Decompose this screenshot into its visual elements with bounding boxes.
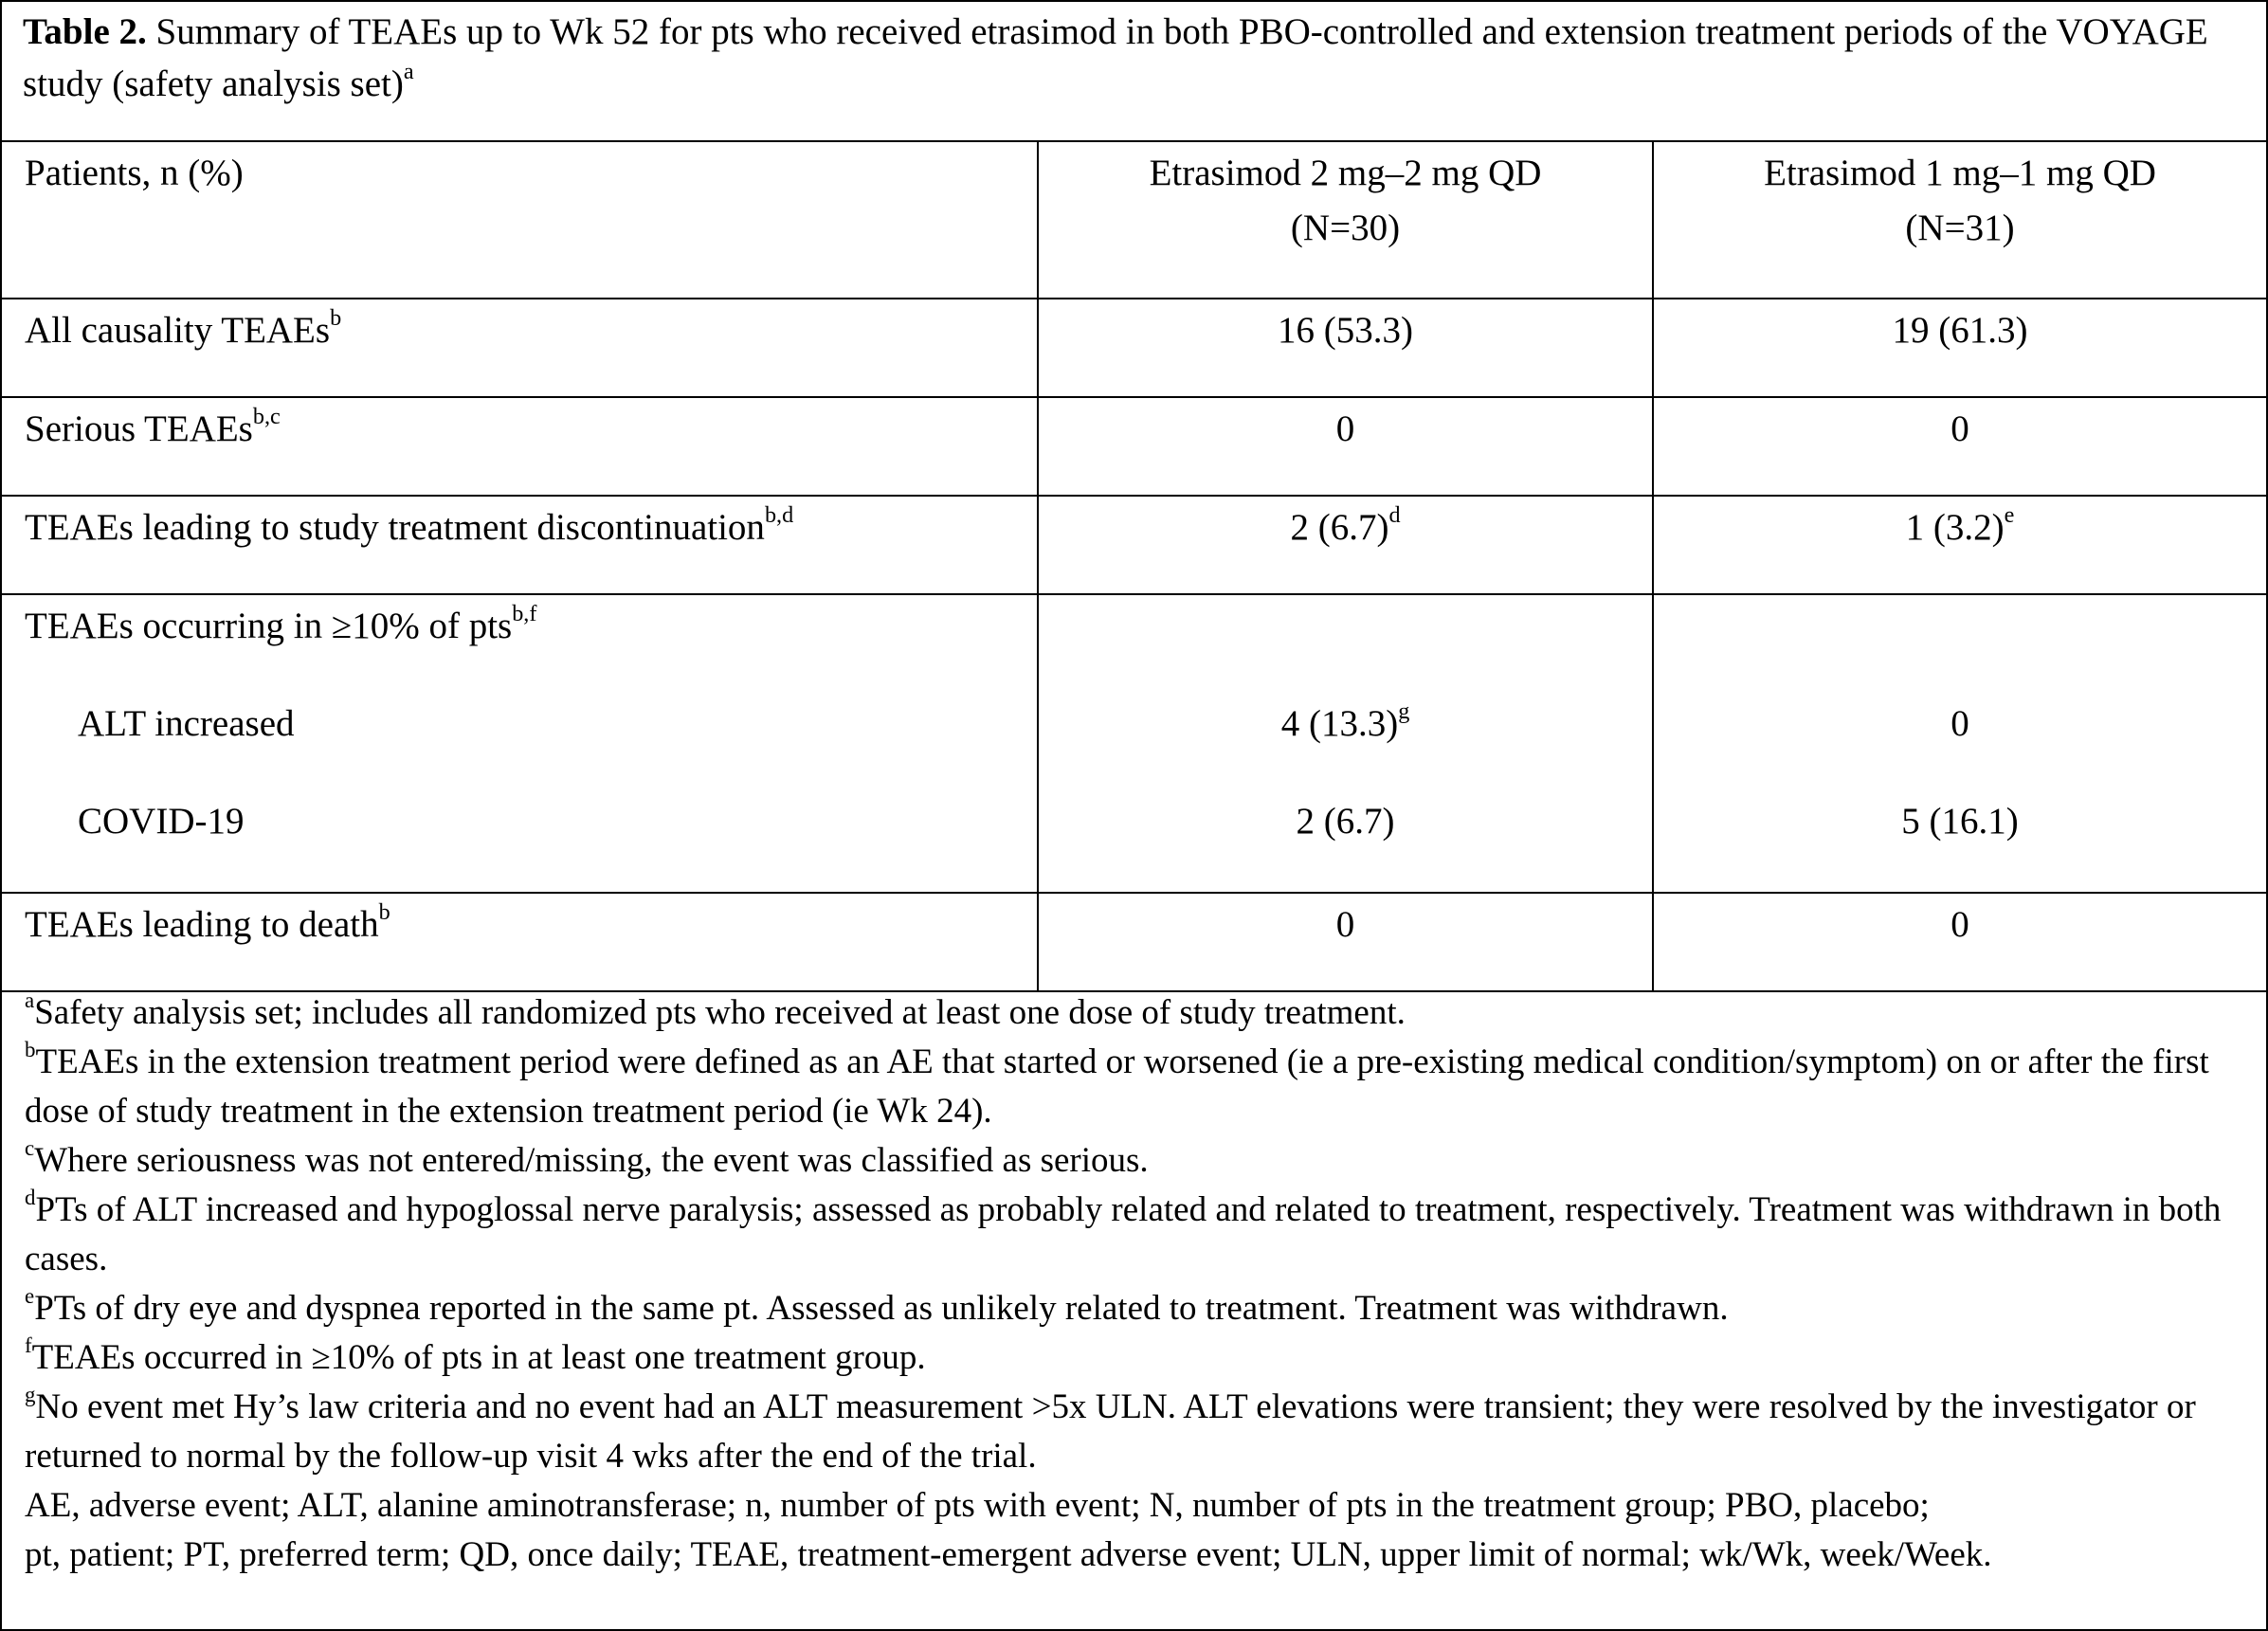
table-row xyxy=(2,893,2266,991)
caption-sup: a xyxy=(403,58,414,84)
header-col3: Etrasimod 1 mg–1 mg QD (N=31) xyxy=(1653,142,2266,299)
table-row xyxy=(2,299,2266,397)
header-col1: Patients, n (%) xyxy=(2,142,1038,299)
row-value-2mg: 2 $(6.7)^d$ xyxy=(1038,496,1653,594)
table-row xyxy=(2,496,2266,594)
footnote: $^b$TEAEs in the extension treatment period were defined as an AE that started or worsened (ie a pre-existing medical condition/symptom) on or after the first dose of study treatment in the extension treatment period (ie Wk 24). xyxy=(25,1037,2209,1131)
subrow-label-alt: ALT increased xyxy=(78,703,295,744)
row-value-1mg: 1 $(3.2)^e$ xyxy=(1653,496,2266,594)
table-row-group xyxy=(2,594,2266,893)
footnote: $^a$Safety analysis set; includes all randomized pts who received at least one dose of study treatment. xyxy=(25,988,1406,1032)
row-label: Serious TEAEs$^{b,c}$ xyxy=(2,397,1038,496)
abbreviations-line: AE, adverse event; ALT, alanine aminotransferase; n, number of pts with event; N, number of pts in the treatment group; PBO, placebo; xyxy=(25,1486,1930,1525)
table-row xyxy=(2,397,2266,496)
row-value-1mg: 19 (61.3) xyxy=(1653,299,2266,397)
teae-table xyxy=(2,142,2266,992)
row-value-2mg: 16 (53.3) xyxy=(1038,299,1653,397)
row-label: TEAEs leading to death$^b$ xyxy=(2,893,1038,991)
table-caption xyxy=(2,2,2266,142)
group-labels: TEAEs occurring in ≥10% of pts$^{b,f}$ ALT increased COVID-19 xyxy=(2,594,1038,893)
row-value-1mg: 0 xyxy=(1653,397,2266,496)
abbreviations-line: pt, patient; PT, preferred term; QD, once daily; TEAE, treatment-emergent adverse event; ULN, upper limit of normal; wk/Wk, week/Week. xyxy=(25,1535,1992,1574)
footnote: $^c$Where seriousness was not entered/missing, the event was classified as serious. xyxy=(25,1135,1149,1180)
row-label: TEAEs leading to study treatment discontinuation$^{b,d}$ xyxy=(2,496,1038,594)
footnote: $^d$PTs of ALT increased and hypoglossal nerve paralysis; assessed as probably related and related to treatment, respectively. Treatment was withdrawn in both cases. xyxy=(25,1185,2222,1278)
footnote: $^f$TEAEs occurred in ≥10% of pts in at least one treatment group. xyxy=(25,1332,926,1377)
caption-text: Summary of TEAEs up to Wk 52 for pts who received etrasimod in both PBO-controlled and extension treatment periods of the VOYAGE study (safety analysis set) xyxy=(23,11,2208,104)
footnote: $^g$No event met Hy’s law criteria and no event had an ALT measurement >5x ULN. ALT elevations were transient; they were resolved by the investigator or returned to normal by the follow-up visit 4 wks after the end of the trial. xyxy=(25,1382,2196,1476)
subrow-label-covid: COVID-19 xyxy=(78,801,245,842)
group-values-2mg: 4 $(13.3)^g$ 2 (6.7) xyxy=(1038,594,1653,893)
footnote: $^e$PTs of dry eye and dyspnea reported in the same pt. Assessed as unlikely related to treatment. Treatment was withdrawn. xyxy=(25,1283,1729,1328)
header-col2: Etrasimod 2 mg–2 mg QD (N=30) xyxy=(1038,142,1653,299)
header-row xyxy=(2,142,2266,299)
row-value-2mg: 0 xyxy=(1038,893,1653,991)
row-value-2mg: 0 xyxy=(1038,397,1653,496)
row-value-1mg: 0 xyxy=(1653,893,2266,991)
footnotes xyxy=(2,988,2266,1580)
caption-label: Table 2. xyxy=(23,11,147,52)
group-values-1mg: 0 5 (16.1) xyxy=(1653,594,2266,893)
row-label: All causality TEAEs$^b$ xyxy=(2,299,1038,397)
